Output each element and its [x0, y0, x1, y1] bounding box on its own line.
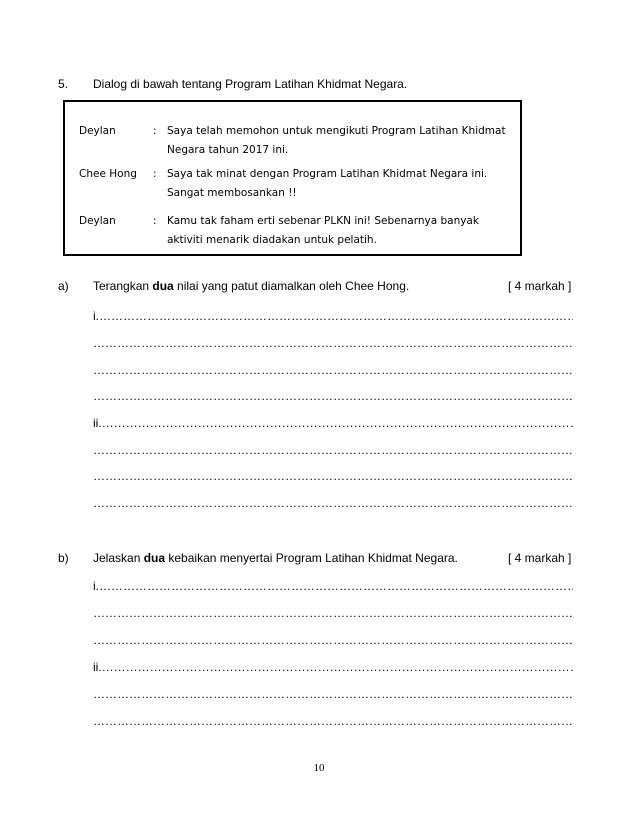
question-prefix: Jelaskan [93, 551, 144, 565]
dialog-utterance [167, 165, 512, 203]
part-b-question [93, 551, 458, 565]
dialog-colon: : [153, 215, 157, 227]
part-a-question [93, 279, 409, 293]
question-emphasis: dua [143, 551, 166, 565]
part-a-label: a) [58, 279, 69, 293]
answer-number: i. [93, 579, 99, 593]
answer-number: ii. [93, 416, 102, 430]
dialog-line: Sangat membosankan !! [167, 187, 297, 199]
answer-line[interactable] [93, 606, 573, 620]
answer-line[interactable] [93, 469, 573, 483]
dialog-line: Kamu tak faham erti sebenar PLKN ini! Sebenarnya banyak [167, 215, 479, 227]
dialog-colon: : [153, 168, 157, 180]
answer-number: ii. [93, 660, 102, 674]
answer-line[interactable] [93, 714, 573, 728]
answer-line[interactable] [93, 443, 573, 457]
part-b-label: b) [58, 551, 69, 565]
answer-line[interactable] [93, 633, 573, 647]
question-suffix: kebaikan menyertai Program Latihan Khidmat Negara. [165, 551, 458, 565]
dialog-speaker: Deylan [79, 125, 116, 137]
question-text: Dialog di bawah tentang Program Latihan Khidmat Negara. [93, 77, 408, 91]
dialog-colon: : [153, 125, 157, 137]
part-a-marks: [ 4 markah ] [508, 279, 572, 293]
answer-line[interactable] [93, 416, 573, 430]
answer-line[interactable] [93, 309, 573, 323]
dialog-utterance [167, 122, 512, 160]
question-number: 5. [58, 77, 69, 91]
answer-line[interactable] [93, 363, 573, 377]
question-suffix: nilai yang patut diamalkan oleh Chee Hong. [173, 279, 410, 293]
dialog-line: Saya tak minat dengan Program Latihan Khidmat Negara ini. [167, 168, 488, 180]
answer-number: i. [93, 309, 99, 323]
answer-line[interactable] [93, 687, 573, 701]
dialog-speaker: Deylan [79, 215, 116, 227]
question-prefix: Terangkan [93, 279, 153, 293]
answer-line[interactable] [93, 336, 573, 350]
dialog-utterance [167, 212, 512, 250]
question-emphasis: dua [152, 279, 174, 293]
part-b-marks: [ 4 markah ] [508, 551, 572, 565]
answer-line[interactable] [93, 496, 573, 510]
dialog-line: aktiviti menarik diadakan untuk pelatih. [167, 234, 377, 246]
dialog-line: Negara tahun 2017 ini. [167, 144, 289, 156]
answer-line[interactable] [93, 389, 573, 403]
dialog-speaker: Chee Hong [79, 168, 137, 180]
page-number: 10 [313, 762, 325, 774]
answer-line[interactable] [93, 579, 573, 593]
dialog-box [63, 100, 522, 256]
answer-line[interactable] [93, 660, 573, 674]
dialog-line: Saya telah memohon untuk mengikuti Program Latihan Khidmat [167, 125, 506, 137]
